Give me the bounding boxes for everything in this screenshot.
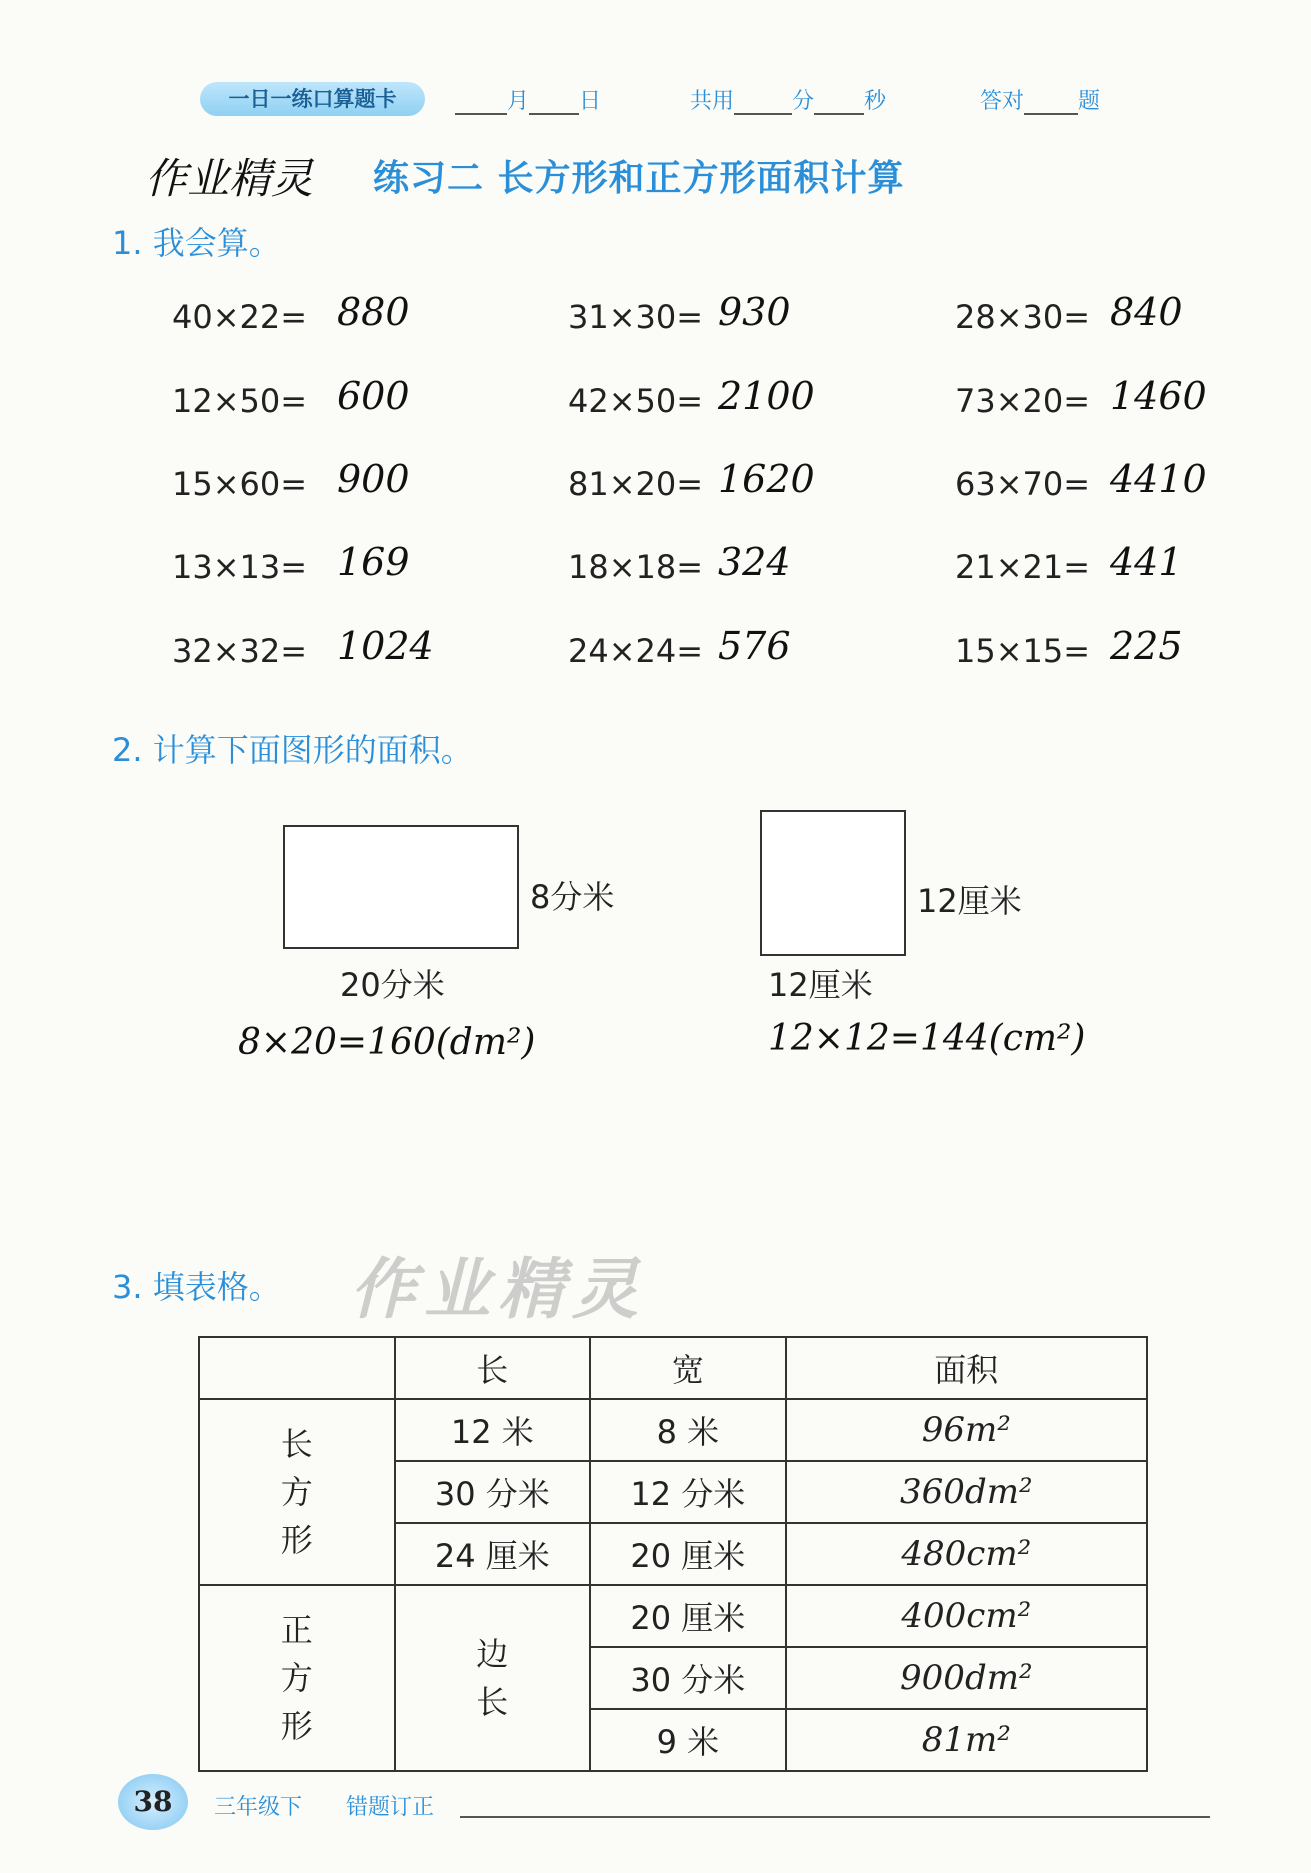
rect-group-label bbox=[199, 1399, 395, 1585]
calc-answer[interactable]: 441 bbox=[1110, 540, 1183, 584]
square-label-char: 形 bbox=[280, 1707, 313, 1745]
cell-side: 9 米 bbox=[590, 1709, 786, 1771]
header-length: 长 bbox=[395, 1337, 591, 1399]
calc-expression: 15×60= bbox=[172, 465, 308, 503]
square-group-label bbox=[199, 1585, 395, 1771]
square-figure bbox=[760, 810, 906, 956]
minutes-blank[interactable] bbox=[734, 91, 792, 115]
rect-answer: 8×20=160(dm²) bbox=[238, 1022, 536, 1063]
cell-area[interactable]: 360dm² bbox=[786, 1461, 1147, 1523]
date-field bbox=[455, 84, 601, 115]
day-label: 日 bbox=[579, 89, 602, 114]
calc-answer[interactable]: 840 bbox=[1110, 290, 1183, 334]
cell-area[interactable]: 81m² bbox=[786, 1709, 1147, 1771]
calc-expression: 28×30= bbox=[955, 298, 1091, 336]
calc-expression: 21×21= bbox=[955, 548, 1091, 586]
table-row bbox=[199, 1585, 1147, 1647]
square-width-label: 12厘米 bbox=[768, 966, 873, 1004]
cell-length: 24 厘米 bbox=[395, 1523, 591, 1585]
square-answer: 12×12=144(cm²) bbox=[768, 1018, 1086, 1059]
square-label-char: 正 bbox=[280, 1611, 313, 1649]
cell-length: 12 米 bbox=[395, 1399, 591, 1461]
correction-line[interactable] bbox=[460, 1816, 1210, 1818]
rectangle-figure bbox=[283, 825, 519, 949]
calc-answer[interactable]: 1620 bbox=[718, 457, 815, 501]
minutes-label: 分 bbox=[792, 89, 815, 114]
side-label-char: 长 bbox=[476, 1683, 509, 1721]
cell-area[interactable]: 96m² bbox=[786, 1399, 1147, 1461]
calc-expression: 31×30= bbox=[568, 298, 704, 336]
calc-answer[interactable]: 600 bbox=[337, 374, 410, 418]
cell-width: 20 厘米 bbox=[590, 1523, 786, 1585]
calc-answer[interactable]: 1024 bbox=[337, 624, 434, 668]
day-blank[interactable] bbox=[529, 91, 579, 115]
calc-answer[interactable]: 225 bbox=[1110, 624, 1183, 668]
cell-area[interactable]: 400cm² bbox=[786, 1585, 1147, 1647]
rect-label-char: 形 bbox=[280, 1521, 313, 1559]
calc-expression: 40×22= bbox=[172, 298, 308, 336]
cell-length: 30 分米 bbox=[395, 1461, 591, 1523]
page-title: 练习二 长方形和正方形面积计算 bbox=[373, 158, 905, 199]
correct-label: 答对 bbox=[980, 89, 1025, 114]
score-field bbox=[980, 84, 1100, 115]
cell-width: 12 分米 bbox=[590, 1461, 786, 1523]
square-label-char: 方 bbox=[280, 1659, 313, 1697]
section2-heading: 2. 计算下面图形的面积。 bbox=[112, 731, 473, 769]
handwritten-title: 作业精灵 bbox=[145, 154, 314, 203]
table-corner bbox=[199, 1337, 395, 1399]
calc-expression: 63×70= bbox=[955, 465, 1091, 503]
calc-expression: 32×32= bbox=[172, 632, 308, 670]
calc-expression: 18×18= bbox=[568, 548, 704, 586]
cell-area[interactable]: 480cm² bbox=[786, 1523, 1147, 1585]
watermark: 作业精灵 bbox=[350, 1251, 646, 1328]
calc-answer[interactable]: 880 bbox=[337, 290, 410, 334]
used-label: 共用 bbox=[690, 89, 735, 114]
table-row bbox=[199, 1399, 1147, 1461]
calc-expression: 73×20= bbox=[955, 382, 1091, 420]
calc-expression: 24×24= bbox=[568, 632, 704, 670]
calc-answer[interactable]: 169 bbox=[337, 540, 410, 584]
seconds-label: 秒 bbox=[864, 89, 887, 114]
calc-answer[interactable]: 4410 bbox=[1110, 457, 1207, 501]
calc-expression: 12×50= bbox=[172, 382, 308, 420]
table-header-row bbox=[199, 1337, 1147, 1399]
calc-answer[interactable]: 930 bbox=[718, 290, 791, 334]
cell-side: 20 厘米 bbox=[590, 1585, 786, 1647]
header-width: 宽 bbox=[590, 1337, 786, 1399]
cell-side: 30 分米 bbox=[590, 1647, 786, 1709]
page-number: 38 bbox=[118, 1774, 188, 1830]
side-label bbox=[395, 1585, 591, 1771]
section3-heading: 3. 填表格。 bbox=[112, 1268, 281, 1306]
section1-heading: 1. 我会算。 bbox=[112, 224, 281, 262]
cell-area[interactable]: 900dm² bbox=[786, 1647, 1147, 1709]
calc-answer[interactable]: 1460 bbox=[1110, 374, 1207, 418]
square-height-label: 12厘米 bbox=[917, 882, 1022, 920]
side-label-char: 边 bbox=[476, 1635, 509, 1673]
area-table bbox=[198, 1336, 1148, 1772]
calc-answer[interactable]: 576 bbox=[718, 624, 791, 668]
month-blank[interactable] bbox=[455, 91, 507, 115]
calc-expression: 13×13= bbox=[172, 548, 308, 586]
calc-expression: 81×20= bbox=[568, 465, 704, 503]
questions-label: 题 bbox=[1078, 89, 1101, 114]
card-label: 一日一练口算题卡 bbox=[200, 82, 425, 116]
calc-answer[interactable]: 900 bbox=[337, 457, 410, 501]
cell-width: 8 米 bbox=[590, 1399, 786, 1461]
calc-expression: 15×15= bbox=[955, 632, 1091, 670]
calc-answer[interactable]: 324 bbox=[718, 540, 791, 584]
grade-label: 三年级下 bbox=[214, 1795, 303, 1820]
correct-blank[interactable] bbox=[1024, 91, 1078, 115]
rect-label-char: 长 bbox=[280, 1425, 313, 1463]
rect-height-label: 8分米 bbox=[530, 878, 615, 916]
rect-width-label: 20分米 bbox=[340, 966, 445, 1004]
header-area: 面积 bbox=[786, 1337, 1147, 1399]
time-field bbox=[690, 84, 886, 115]
month-label: 月 bbox=[507, 89, 530, 114]
seconds-blank[interactable] bbox=[814, 91, 864, 115]
correction-label: 错题订正 bbox=[346, 1795, 435, 1820]
calc-answer[interactable]: 2100 bbox=[718, 374, 815, 418]
calc-expression: 42×50= bbox=[568, 382, 704, 420]
rect-label-char: 方 bbox=[280, 1473, 313, 1511]
